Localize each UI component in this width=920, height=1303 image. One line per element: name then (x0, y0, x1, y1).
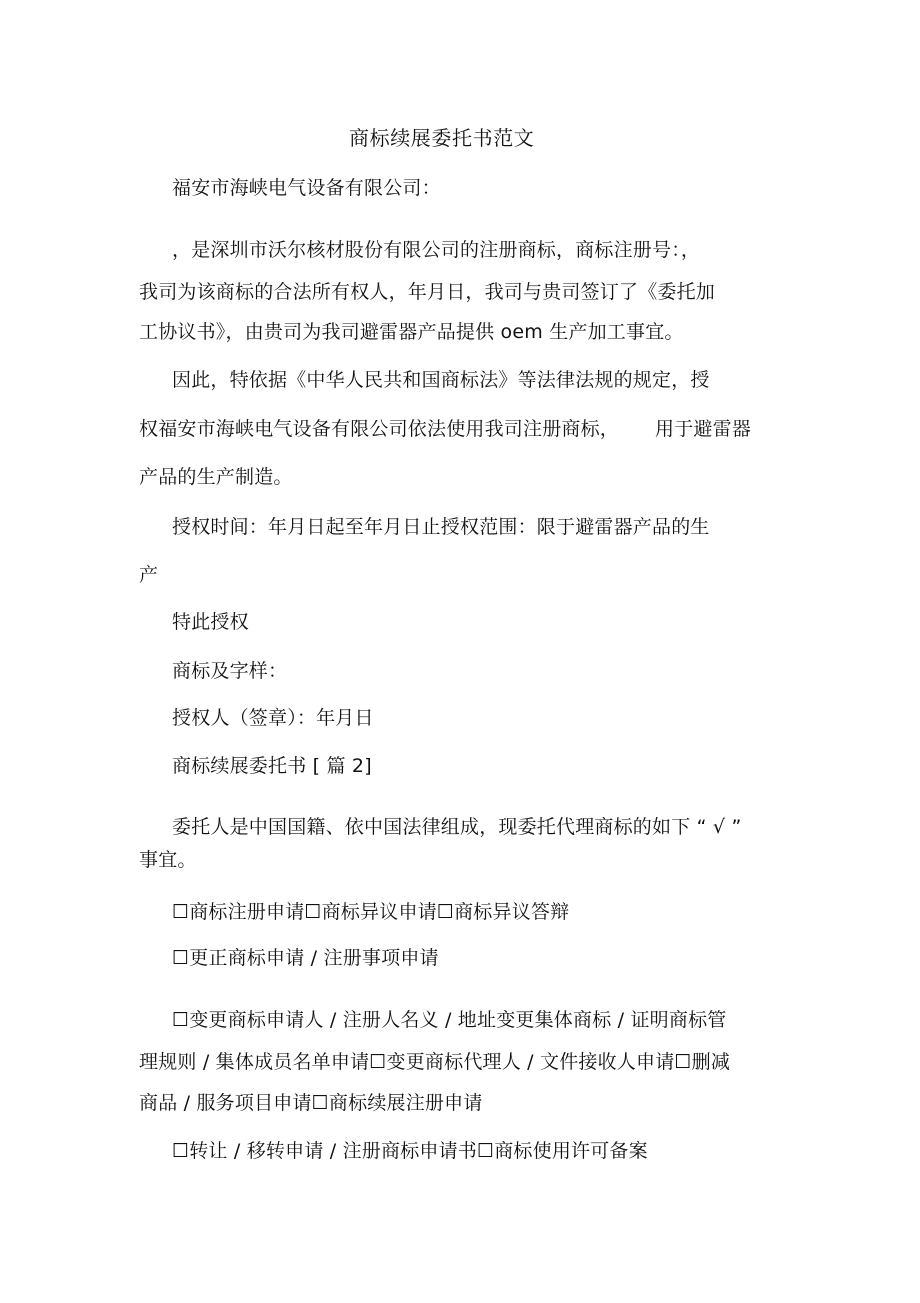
option-group-2: ☐更正商标申请 / 注册事项申请 (172, 947, 439, 969)
paragraph-2-line-2a: 权福安市海峡电气设备有限公司依法使用我司注册商标， (139, 418, 620, 440)
special-authorization: 特此授权 (172, 611, 249, 633)
option-group-3-line-1: ☐变更商标申请人 / 注册人名义 / 地址变更集体商标 / 证明商标管 (172, 1009, 727, 1031)
addressee: 福安市海峡电气设备有限公司： (172, 177, 441, 199)
paragraph-1-line-3: 工协议书》，由贵司为我司避雷器产品提供 oem 生产加工事宜。 (139, 321, 684, 343)
paragraph-2-line-2b: 用于避雷器 (655, 418, 752, 440)
option-group-1: ☐商标注册申请☐商标异议申请☐商标异议答辩 (172, 901, 570, 923)
document-title: 商标续展委托书范文 (349, 126, 535, 150)
trademark-label: 商标及字样： (172, 660, 288, 682)
paragraph-1-line-1: ，是深圳市沃尔核材股份有限公司的注册商标，商标注册号：， (172, 239, 701, 261)
paragraph-1-line-2: 我司为该商标的合法所有权人，年月日，我司与贵司签订了《委托加 (139, 281, 716, 303)
authorizer-signature: 授权人（签章）：年月日 (172, 707, 374, 729)
paragraph-3-line-1: 授权时间：年月日起至年月日止授权范围：限于避雷器产品的生 (172, 516, 710, 538)
option-group-4: ☐转让 / 移转申请 / 注册商标申请书☐商标使用许可备案 (172, 1140, 648, 1162)
paragraph-2-line-1: 因此，特依据《中华人民共和国商标法》等法律法规的规定，授 (172, 369, 710, 391)
paragraph-2-line-3: 产品的生产制造。 (139, 466, 293, 488)
section-2-title: 商标续展委托书 [ 篇 2] (172, 755, 372, 777)
paragraph-2-line-2 (139, 417, 751, 441)
paragraph-4-line-2: 事宜。 (139, 849, 197, 871)
paragraph-3-line-2: 产 (139, 564, 159, 586)
option-group-3-line-2: 理规则 / 集体成员名单申请☐变更商标代理人 / 文件接收人申请☐删减 (139, 1051, 731, 1073)
paragraph-4-line-1: 委托人是中国国籍、依中国法律组成，现委托代理商标的如下 “ √ ” (172, 816, 742, 838)
option-group-3-line-3: 商品 / 服务项目申请☐商标续展注册申请 (139, 1092, 483, 1114)
